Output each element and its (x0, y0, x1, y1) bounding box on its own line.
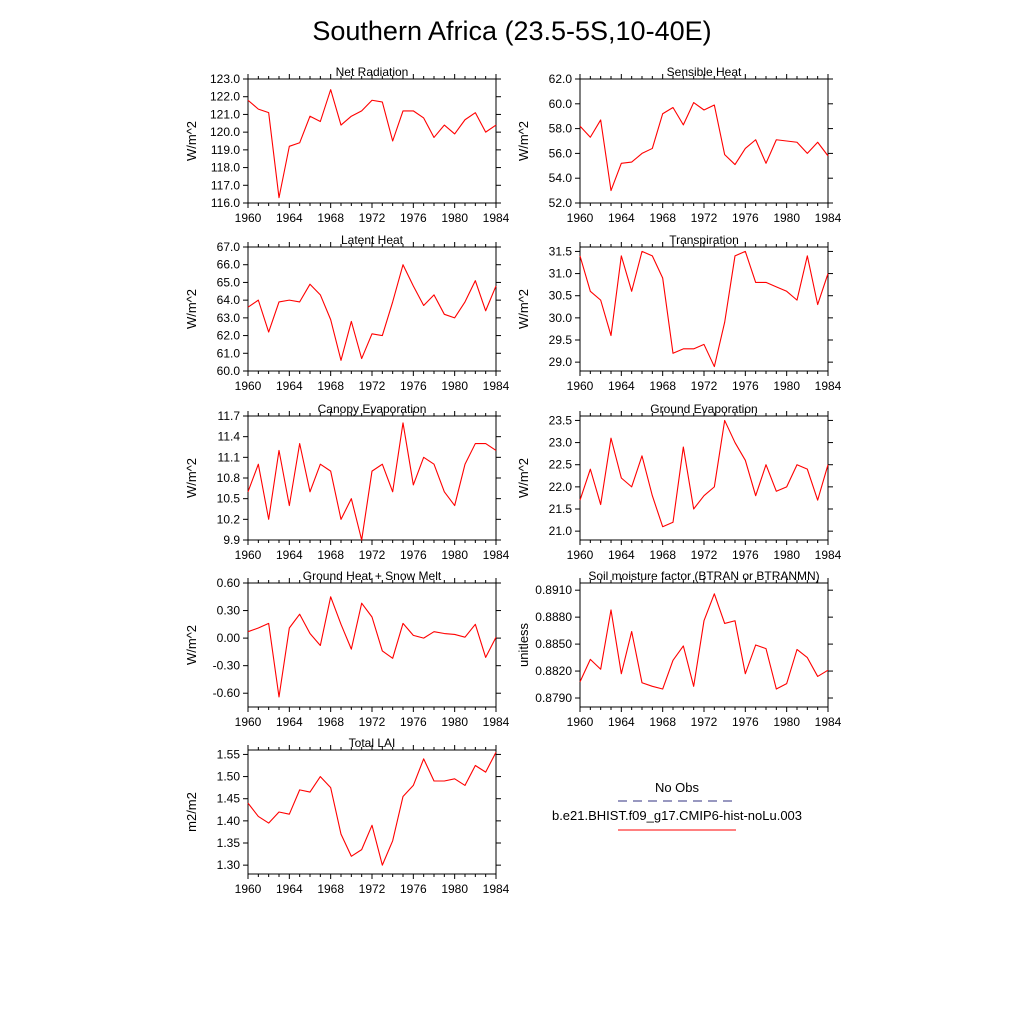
y-tick-label-sensible-heat-2: 56.0 (548, 146, 572, 161)
y-tick-label-total-lai-4: 1.50 (216, 769, 240, 784)
x-tick-label-ground-evaporation-5: 1980 (773, 548, 801, 562)
y-tick-label-sensible-heat-4: 60.0 (548, 96, 572, 111)
y-tick-label-soil-moisture-factor-btran-or-btranmn-4: 0.8910 (535, 583, 572, 598)
x-tick-label-soil-moisture-factor-btran-or-btranmn-6: 1984 (814, 715, 842, 729)
y-tick-label-latent-heat-4: 64.0 (216, 293, 240, 308)
x-tick-label-transpiration-1: 1964 (607, 379, 635, 393)
series-line-net-radiation-0 (248, 90, 496, 198)
y-tick-label-net-radiation-3: 119.0 (210, 142, 240, 157)
x-tick-label-sensible-heat-6: 1984 (814, 211, 842, 225)
y-tick-label-latent-heat-2: 62.0 (216, 328, 240, 343)
x-tick-label-ground-evaporation-0: 1960 (566, 548, 594, 562)
y-tick-label-total-lai-2: 1.40 (216, 813, 240, 828)
y-tick-label-transpiration-1: 29.5 (548, 333, 572, 347)
y-tick-label-net-radiation-4: 120.0 (209, 125, 240, 140)
series-line-transpiration-0 (580, 251, 828, 366)
plot-frame-net-radiation (248, 79, 496, 203)
panel-title-canopy-evaporation: Canopy Evaporation (317, 402, 427, 416)
y-axis-label-canopy-evaporation: W/m^2 (184, 457, 199, 499)
panel-title-latent-heat: Latent Heat (340, 233, 404, 247)
x-tick-label-latent-heat-5: 1980 (441, 379, 469, 393)
x-tick-label-ground-heat-snow-melt-6: 1984 (482, 715, 510, 729)
y-tick-label-soil-moisture-factor-btran-or-btranmn-0: 0.8790 (535, 691, 572, 706)
y-tick-label-ground-evaporation-4: 23.0 (548, 435, 572, 450)
y-tick-label-latent-heat-5: 65.0 (216, 275, 240, 290)
x-tick-label-net-radiation-2: 1968 (317, 211, 345, 225)
x-tick-label-ground-heat-snow-melt-2: 1968 (317, 715, 345, 729)
series-line-canopy-evaporation-0 (248, 423, 496, 540)
x-tick-label-net-radiation-1: 1964 (275, 211, 303, 225)
x-tick-label-total-lai-5: 1980 (441, 882, 469, 896)
y-tick-label-ground-heat-snow-melt-1: -0.30 (212, 658, 240, 673)
y-tick-label-canopy-evaporation-3: 10.8 (216, 471, 240, 485)
series-line-soil-moisture-factor-btran-or-btranmn-0 (580, 594, 828, 689)
x-tick-label-net-radiation-4: 1976 (399, 211, 427, 225)
x-tick-label-ground-evaporation-3: 1972 (690, 548, 718, 562)
x-tick-label-ground-evaporation-1: 1964 (607, 548, 635, 562)
x-tick-label-sensible-heat-0: 1960 (566, 211, 594, 225)
y-tick-label-ground-heat-snow-melt-3: 0.30 (216, 603, 240, 618)
panel-ground-evaporation (516, 402, 842, 562)
y-tick-label-sensible-heat-1: 54.0 (548, 171, 572, 186)
y-tick-label-soil-moisture-factor-btran-or-btranmn-1: 0.8820 (535, 664, 572, 679)
y-tick-label-transpiration-3: 30.5 (548, 288, 572, 303)
x-tick-label-transpiration-4: 1976 (731, 379, 759, 393)
y-tick-label-ground-heat-snow-melt-2: 0.00 (216, 631, 240, 646)
y-tick-label-ground-evaporation-0: 21.0 (548, 524, 572, 539)
x-tick-label-net-radiation-3: 1972 (358, 211, 386, 225)
x-tick-label-transpiration-0: 1960 (566, 379, 594, 393)
y-tick-label-canopy-evaporation-4: 11.1 (217, 450, 240, 465)
x-tick-label-soil-moisture-factor-btran-or-btranmn-1: 1964 (607, 715, 635, 729)
series-line-latent-heat-0 (248, 265, 496, 361)
x-tick-label-sensible-heat-3: 1972 (690, 211, 718, 225)
y-tick-label-canopy-evaporation-5: 11.4 (217, 429, 240, 444)
x-tick-label-soil-moisture-factor-btran-or-btranmn-4: 1976 (731, 715, 759, 729)
y-tick-label-ground-evaporation-2: 22.0 (548, 479, 572, 494)
x-tick-label-ground-evaporation-6: 1984 (814, 548, 842, 562)
y-tick-label-net-radiation-0: 116.0 (210, 196, 240, 210)
y-tick-label-latent-heat-1: 61.0 (216, 346, 240, 361)
plot-frame-total-lai (248, 750, 496, 874)
x-tick-label-total-lai-2: 1968 (317, 882, 345, 896)
y-axis-label-net-radiation: W/m^2 (184, 120, 199, 162)
x-tick-label-ground-heat-snow-melt-5: 1980 (441, 715, 469, 729)
y-tick-label-latent-heat-0: 60.0 (216, 364, 240, 378)
x-tick-label-soil-moisture-factor-btran-or-btranmn-2: 1968 (649, 715, 677, 729)
y-tick-label-canopy-evaporation-0: 9.9 (223, 533, 240, 547)
x-tick-label-net-radiation-0: 1960 (234, 211, 262, 225)
x-tick-label-sensible-heat-4: 1976 (731, 211, 759, 225)
x-tick-label-canopy-evaporation-4: 1976 (399, 548, 427, 562)
panel-ground-heat-snow-melt (184, 569, 510, 729)
y-tick-label-latent-heat-6: 66.0 (216, 257, 240, 272)
x-tick-label-sensible-heat-2: 1968 (649, 211, 677, 225)
y-tick-label-latent-heat-3: 63.0 (216, 310, 240, 325)
y-axis-label-sensible-heat: W/m^2 (516, 120, 531, 162)
panel-title-transpiration: Transpiration (669, 233, 739, 247)
y-axis-label-ground-heat-snow-melt: W/m^2 (184, 624, 199, 666)
x-tick-label-transpiration-2: 1968 (649, 379, 677, 393)
x-tick-label-ground-evaporation-4: 1976 (731, 548, 759, 562)
plot-frame-canopy-evaporation (248, 416, 496, 540)
x-tick-label-transpiration-5: 1980 (773, 379, 801, 393)
x-tick-label-ground-heat-snow-melt-1: 1964 (275, 715, 303, 729)
y-tick-label-net-radiation-1: 117.0 (210, 178, 240, 193)
y-tick-label-canopy-evaporation-6: 11.7 (217, 409, 240, 423)
x-tick-label-latent-heat-3: 1972 (358, 379, 386, 393)
panels (184, 65, 842, 896)
x-tick-label-ground-heat-snow-melt-0: 1960 (234, 715, 262, 729)
panel-soil-moisture-factor-btran-or-btranmn (516, 569, 842, 729)
y-tick-label-canopy-evaporation-1: 10.2 (216, 512, 240, 527)
plot-frame-transpiration (580, 247, 828, 371)
y-tick-label-sensible-heat-0: 52.0 (548, 196, 572, 210)
y-axis-label-latent-heat: W/m^2 (184, 288, 199, 330)
y-tick-label-canopy-evaporation-2: 10.5 (216, 491, 240, 506)
panel-title-sensible-heat: Sensible Heat (666, 65, 742, 79)
x-tick-label-total-lai-0: 1960 (234, 882, 262, 896)
panel-title-ground-heat-snow-melt: Ground Heat + Snow Melt (302, 569, 442, 583)
x-tick-label-soil-moisture-factor-btran-or-btranmn-3: 1972 (690, 715, 718, 729)
y-tick-label-total-lai-1: 1.35 (216, 836, 240, 850)
series-line-ground-evaporation-0 (580, 420, 828, 526)
panel-canopy-evaporation (184, 402, 510, 562)
y-tick-label-transpiration-4: 31.0 (548, 266, 572, 281)
panel-net-radiation (184, 65, 510, 225)
y-tick-label-total-lai-5: 1.55 (216, 747, 240, 762)
x-tick-label-ground-evaporation-2: 1968 (649, 548, 677, 562)
figure-title: Southern Africa (23.5-5S,10-40E) (312, 16, 712, 46)
y-tick-label-ground-evaporation-3: 22.5 (548, 457, 572, 472)
y-tick-label-net-radiation-7: 123.0 (209, 72, 240, 86)
x-tick-label-latent-heat-2: 1968 (317, 379, 345, 393)
y-axis-label-soil-moisture-factor-btran-or-btranmn: unitless (516, 622, 531, 668)
y-tick-label-sensible-heat-3: 58.0 (548, 121, 572, 136)
legend (552, 780, 802, 830)
y-tick-label-soil-moisture-factor-btran-or-btranmn-2: 0.8850 (535, 637, 572, 652)
x-tick-label-net-radiation-6: 1984 (482, 211, 510, 225)
x-tick-label-sensible-heat-1: 1964 (607, 211, 635, 225)
x-tick-label-ground-heat-snow-melt-4: 1976 (399, 715, 427, 729)
x-tick-label-total-lai-3: 1972 (358, 882, 386, 896)
x-tick-label-latent-heat-0: 1960 (234, 379, 262, 393)
panel-latent-heat (184, 233, 510, 393)
legend-obs-label: No Obs (654, 780, 700, 795)
panel-title-soil-moisture-factor-btran-or-btranmn: Soil moisture factor (BTRAN or BTRANMN) (588, 569, 820, 583)
y-tick-label-transpiration-5: 31.5 (548, 244, 572, 259)
x-tick-label-total-lai-1: 1964 (275, 882, 303, 896)
x-tick-label-latent-heat-4: 1976 (399, 379, 427, 393)
x-tick-label-total-lai-6: 1984 (482, 882, 510, 896)
panel-total-lai (184, 736, 510, 896)
x-tick-label-canopy-evaporation-2: 1968 (317, 548, 345, 562)
x-tick-label-soil-moisture-factor-btran-or-btranmn-5: 1980 (773, 715, 801, 729)
x-tick-label-transpiration-3: 1972 (690, 379, 718, 393)
x-tick-label-latent-heat-6: 1984 (482, 379, 510, 393)
legend-model-label: b.e21.BHIST.f09_g17.CMIP6-hist-noLu.003 (551, 808, 803, 823)
x-tick-label-canopy-evaporation-0: 1960 (234, 548, 262, 562)
panel-title-net-radiation: Net Radiation (335, 65, 409, 79)
series-line-sensible-heat-0 (580, 103, 828, 191)
y-tick-label-ground-heat-snow-melt-4: 0.60 (216, 576, 240, 590)
y-tick-label-transpiration-2: 30.0 (548, 310, 572, 325)
x-tick-label-canopy-evaporation-1: 1964 (275, 548, 303, 562)
y-tick-label-net-radiation-2: 118.0 (210, 160, 240, 175)
y-axis-label-total-lai: m2/m2 (184, 792, 199, 832)
x-tick-label-soil-moisture-factor-btran-or-btranmn-0: 1960 (566, 715, 594, 729)
panel-sensible-heat (516, 65, 842, 225)
y-tick-label-net-radiation-5: 121.0 (209, 107, 240, 122)
y-tick-label-ground-evaporation-5: 23.5 (548, 413, 572, 428)
y-tick-label-latent-heat-7: 67.0 (216, 240, 240, 254)
panel-title-total-lai: Total LAI (348, 736, 396, 750)
plot-frame-latent-heat (248, 247, 496, 371)
panel-transpiration (516, 233, 842, 393)
series-line-total-lai-0 (248, 752, 496, 865)
series-line-ground-heat-snow-melt-0 (248, 597, 496, 697)
x-tick-label-ground-heat-snow-melt-3: 1972 (358, 715, 386, 729)
x-tick-label-sensible-heat-5: 1980 (773, 211, 801, 225)
x-tick-label-total-lai-4: 1976 (399, 882, 427, 896)
x-tick-label-canopy-evaporation-5: 1980 (441, 548, 469, 562)
y-axis-label-transpiration: W/m^2 (516, 288, 531, 330)
x-tick-label-canopy-evaporation-6: 1984 (482, 548, 510, 562)
x-tick-label-canopy-evaporation-3: 1972 (358, 548, 386, 562)
y-tick-label-transpiration-0: 29.0 (548, 355, 572, 370)
x-tick-label-transpiration-6: 1984 (814, 379, 842, 393)
y-tick-label-ground-evaporation-1: 21.5 (548, 502, 572, 516)
plot-frame-ground-heat-snow-melt (248, 583, 496, 707)
y-tick-label-sensible-heat-5: 62.0 (548, 72, 572, 86)
x-tick-label-net-radiation-5: 1980 (441, 211, 469, 225)
y-tick-label-ground-heat-snow-melt-0: -0.60 (212, 686, 240, 701)
x-tick-label-latent-heat-1: 1964 (275, 379, 303, 393)
panel-title-ground-evaporation: Ground Evaporation (650, 402, 758, 416)
y-tick-label-soil-moisture-factor-btran-or-btranmn-3: 0.8880 (535, 610, 572, 625)
y-axis-label-ground-evaporation: W/m^2 (516, 457, 531, 499)
y-tick-label-total-lai-3: 1.45 (216, 791, 240, 806)
y-tick-label-total-lai-0: 1.30 (216, 858, 240, 873)
y-tick-label-net-radiation-6: 122.0 (209, 89, 240, 104)
